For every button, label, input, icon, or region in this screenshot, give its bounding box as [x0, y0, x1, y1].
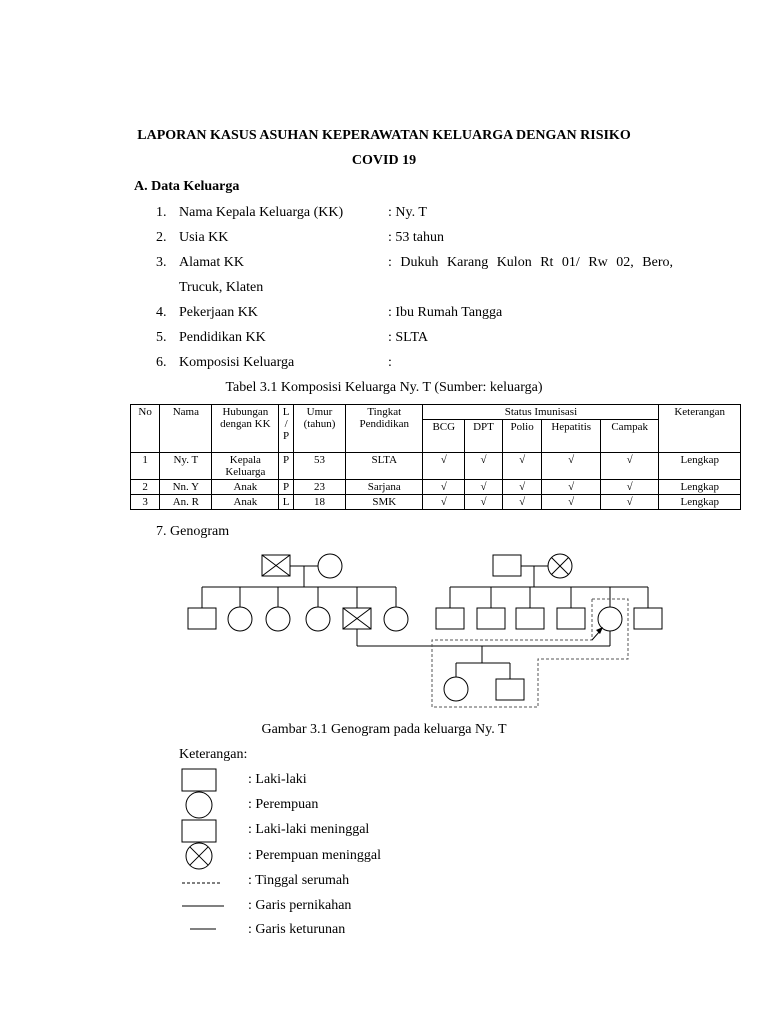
- item-value: : Ibu Rumah Tangga: [388, 305, 503, 320]
- cell-lp: P: [279, 480, 294, 495]
- cell-lp: L: [279, 495, 294, 510]
- item-number: 2.: [156, 230, 167, 245]
- header-dpt: DPT: [465, 420, 503, 453]
- cell-dpt: √: [465, 453, 503, 480]
- item-label: Pekerjaan KK: [179, 305, 258, 320]
- cell-pendidikan: SLTA: [346, 453, 423, 480]
- item-label: Pendidikan KK: [179, 330, 266, 345]
- male-symbol: [634, 608, 662, 629]
- legend-deceased-male-icon: [182, 820, 216, 842]
- cell-umur: 23: [293, 480, 345, 495]
- header-bcg: BCG: [423, 420, 465, 453]
- cell-no: 2: [131, 480, 160, 495]
- cell-bcg: √: [423, 480, 465, 495]
- legend-text: : Perempuan meninggal: [248, 848, 381, 863]
- male-symbol: [188, 608, 216, 629]
- genogram-heading: 7. Genogram: [156, 524, 230, 539]
- cell-pendidikan: Sarjana: [346, 480, 423, 495]
- header-hubungan: Hubungan dengan KK: [212, 405, 279, 453]
- header-pendidikan: Tingkat Pendidikan: [346, 405, 423, 453]
- cell-hepatitis: √: [542, 495, 600, 510]
- cell-hubungan: Anak: [212, 495, 279, 510]
- cell-campak: √: [600, 480, 658, 495]
- cell-campak: √: [600, 495, 658, 510]
- header-polio: Polio: [502, 420, 542, 453]
- male-symbol: [496, 679, 524, 700]
- cell-no: 1: [131, 453, 160, 480]
- item-value: : 53 tahun: [388, 230, 444, 245]
- cell-keterangan: Lengkap: [659, 495, 741, 510]
- report-title-line1: LAPORAN KASUS ASUHAN KEPERAWATAN KELUARGA DENGAN RISIKO: [137, 128, 631, 143]
- cell-bcg: √: [423, 453, 465, 480]
- header-hepatitis: Hepatitis: [542, 420, 600, 453]
- cell-umur: 53: [293, 453, 345, 480]
- cell-hubungan: Anak: [212, 480, 279, 495]
- legend-female-icon: [186, 792, 212, 818]
- header-status-imunisasi: Status Imunisasi: [423, 405, 659, 420]
- item-label: Usia KK: [179, 230, 229, 245]
- genogram-caption: Gambar 3.1 Genogram pada keluarga Ny. T: [261, 722, 507, 737]
- cell-dpt: √: [465, 480, 503, 495]
- item-number: 3.: [156, 255, 167, 270]
- item-label: Alamat KK: [179, 255, 244, 270]
- cell-keterangan: Lengkap: [659, 453, 741, 480]
- legend-text: : Laki-laki: [248, 772, 307, 787]
- table-caption: Tabel 3.1 Komposisi Keluarga Ny. T (Sumber: keluarga): [225, 380, 543, 395]
- cell-polio: √: [502, 495, 542, 510]
- cell-lp: P: [279, 453, 294, 480]
- male-symbol: [557, 608, 585, 629]
- cell-nama: Nn. Y: [160, 480, 212, 495]
- item-value: : Dukuh Karang Kulon Rt 01/ Rw 02, Bero,: [388, 255, 673, 270]
- deceased-male-symbol: [262, 555, 290, 576]
- legend-text: : Perempuan: [248, 797, 319, 812]
- item-value: : SLTA: [388, 330, 428, 345]
- item-value-continued: Trucuk, Klaten: [179, 280, 264, 295]
- female-symbol: [266, 607, 290, 631]
- legend-text: : Tinggal serumah: [248, 873, 350, 888]
- cell-dpt: √: [465, 495, 503, 510]
- header-campak: Campak: [600, 420, 658, 453]
- legend-text: : Garis keturunan: [248, 922, 346, 937]
- female-symbol: [306, 607, 330, 631]
- cell-nama: Ny. T: [160, 453, 212, 480]
- cell-bcg: √: [423, 495, 465, 510]
- female-symbol: [444, 677, 468, 701]
- section-heading: A. Data Keluarga: [134, 179, 240, 194]
- item-number: 4.: [156, 305, 167, 320]
- cell-umur: 18: [293, 495, 345, 510]
- item-value: :: [388, 355, 392, 370]
- legend-title: Keterangan:: [179, 747, 248, 762]
- cell-pendidikan: SMK: [346, 495, 423, 510]
- cell-hubungan: Kepala Keluarga: [212, 453, 279, 480]
- cell-polio: √: [502, 480, 542, 495]
- male-symbol: [493, 555, 521, 576]
- cell-hepatitis: √: [542, 480, 600, 495]
- male-symbol: [436, 608, 464, 629]
- deceased-female-symbol: [548, 554, 572, 578]
- item-value: : Ny. T: [388, 205, 427, 220]
- female-symbol: [318, 554, 342, 578]
- legend-text: : Laki-laki meninggal: [248, 822, 370, 837]
- header-lp: L / P: [279, 405, 294, 453]
- cell-campak: √: [600, 453, 658, 480]
- header-nama: Nama: [160, 405, 212, 453]
- legend-deceased-female-icon: [186, 843, 212, 869]
- legend-text: : Garis pernikahan: [248, 898, 352, 913]
- item-label: Komposisi Keluarga: [179, 355, 295, 370]
- cell-keterangan: Lengkap: [659, 480, 741, 495]
- arrow-head-icon: [596, 627, 603, 634]
- item-number: 1.: [156, 205, 167, 220]
- legend-male-icon: [182, 769, 216, 791]
- deceased-male-symbol: [343, 608, 371, 629]
- header-umur: Umur (tahun): [293, 405, 345, 453]
- item-number: 5.: [156, 330, 167, 345]
- cell-nama: An. R: [160, 495, 212, 510]
- male-symbol: [477, 608, 505, 629]
- header-no: No: [131, 405, 160, 453]
- cell-polio: √: [502, 453, 542, 480]
- cell-hepatitis: √: [542, 453, 600, 480]
- female-symbol: [228, 607, 252, 631]
- report-title-line2: COVID 19: [351, 153, 417, 168]
- item-label: Nama Kepala Keluarga (KK): [179, 205, 344, 220]
- cell-no: 3: [131, 495, 160, 510]
- female-symbol-index-client: [598, 607, 622, 631]
- header-keterangan: Keterangan: [659, 405, 741, 453]
- female-symbol: [384, 607, 408, 631]
- item-number: 6.: [156, 355, 167, 370]
- male-symbol: [516, 608, 544, 629]
